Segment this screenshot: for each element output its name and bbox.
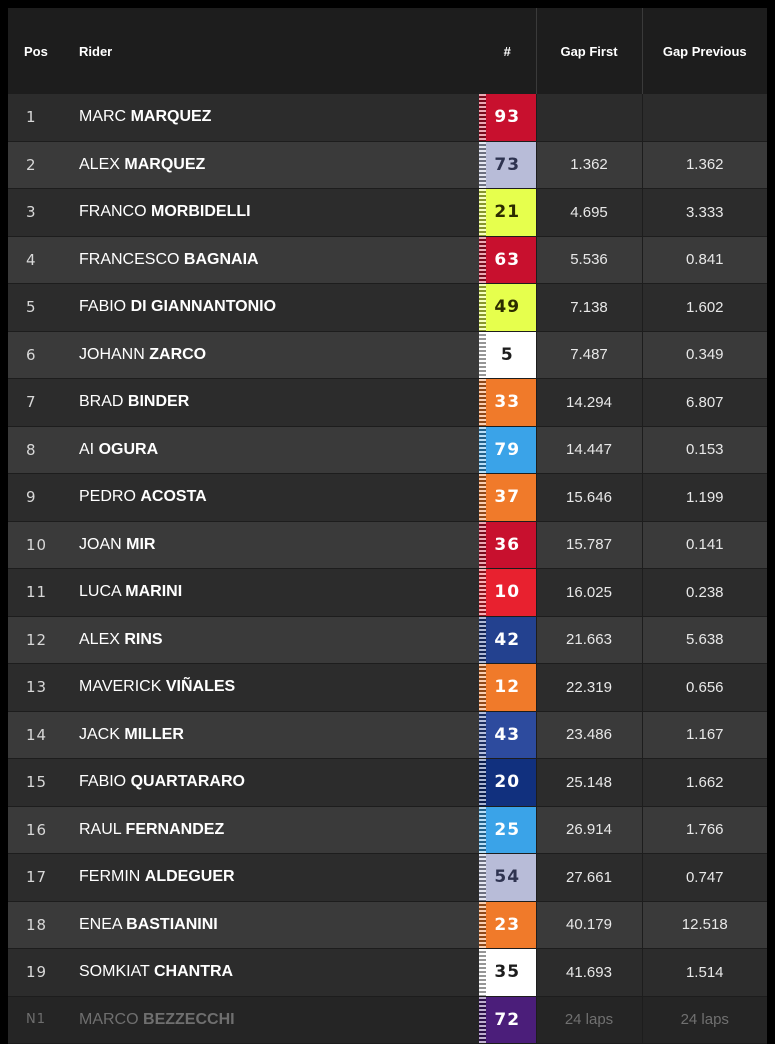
rider-number-value: 42 — [494, 629, 521, 650]
rider-last-name: VIÑALES — [165, 678, 236, 696]
table-row[interactable] — [8, 664, 767, 712]
table-row[interactable] — [8, 236, 767, 284]
row-gap-first: 15.646 — [536, 474, 642, 522]
rider-last-name: BEZZECCHI — [143, 1010, 235, 1028]
rider-number-value: 10 — [494, 582, 521, 603]
table-row[interactable] — [8, 189, 767, 237]
rider-number-badge — [479, 997, 536, 1044]
table-header — [8, 8, 767, 94]
checkered-stripe-icon — [479, 997, 486, 1044]
results-panel — [8, 8, 767, 1030]
rider-number-badge — [479, 807, 536, 854]
rider-number-value: 23 — [494, 914, 521, 935]
row-rider-number-cell — [479, 379, 536, 427]
rider-number-value: 54 — [494, 867, 521, 888]
row-gap-previous: 0.841 — [642, 236, 767, 284]
table-header-row — [8, 8, 767, 94]
rider-first-name: FRANCO — [79, 203, 147, 221]
table-row[interactable] — [8, 379, 767, 427]
rider-number-value: 93 — [494, 107, 521, 128]
row-rider-name — [65, 236, 479, 284]
row-gap-previous: 12.518 — [642, 901, 767, 949]
row-position: 8 — [8, 426, 65, 474]
rider-number-value: 25 — [494, 819, 521, 840]
column-header-pos[interactable]: Pos — [8, 8, 65, 94]
row-gap-previous: 0.141 — [642, 521, 767, 569]
row-gap-previous: 1.766 — [642, 806, 767, 854]
row-rider-number-cell — [479, 521, 536, 569]
rider-number-badge — [479, 902, 536, 949]
row-gap-first: 41.693 — [536, 949, 642, 997]
rider-first-name: FABIO — [79, 773, 127, 791]
row-rider-number-cell — [479, 996, 536, 1044]
rider-number-value: 79 — [494, 439, 521, 460]
row-gap-first: 27.661 — [536, 854, 642, 902]
row-rider-name — [65, 379, 479, 427]
row-rider-number-cell — [479, 474, 536, 522]
row-rider-number-cell — [479, 426, 536, 474]
rider-number-value: 73 — [494, 154, 521, 175]
row-rider-name — [65, 521, 479, 569]
row-rider-number-cell — [479, 616, 536, 664]
checkered-stripe-icon — [479, 142, 486, 189]
row-rider-number-cell — [479, 664, 536, 712]
rider-number-badge — [479, 189, 536, 236]
rider-first-name: MAVERICK — [79, 678, 162, 696]
row-gap-previous — [642, 94, 767, 141]
table-body — [8, 94, 767, 1044]
table-row[interactable] — [8, 854, 767, 902]
row-gap-previous: 1.199 — [642, 474, 767, 522]
row-rider-name — [65, 426, 479, 474]
row-gap-first: 14.294 — [536, 379, 642, 427]
race-results-table — [8, 8, 767, 1044]
checkered-stripe-icon — [479, 617, 486, 664]
row-rider-name — [65, 94, 479, 141]
row-rider-name — [65, 284, 479, 332]
row-gap-first: 26.914 — [536, 806, 642, 854]
row-position: 2 — [8, 141, 65, 189]
rider-first-name: JACK — [79, 725, 120, 743]
row-gap-first: 7.138 — [536, 284, 642, 332]
rider-last-name: RINS — [124, 630, 163, 648]
rider-first-name: RAUL — [79, 820, 122, 838]
checkered-stripe-icon — [479, 759, 486, 806]
rider-first-name: SOMKIAT — [79, 963, 150, 981]
checkered-stripe-icon — [479, 902, 486, 949]
rider-number-badge — [479, 569, 536, 616]
column-header-number[interactable]: # — [479, 8, 536, 94]
rider-first-name: LUCA — [79, 583, 121, 601]
row-position: 6 — [8, 331, 65, 379]
checkered-stripe-icon — [479, 854, 486, 901]
rider-number-badge — [479, 427, 536, 474]
row-position: 16 — [8, 806, 65, 854]
checkered-stripe-icon — [479, 807, 486, 854]
row-gap-first: 24 laps — [536, 996, 642, 1044]
rider-first-name: BRAD — [79, 393, 124, 411]
table-row[interactable] — [8, 521, 767, 569]
rider-first-name: ALEX — [79, 630, 120, 648]
rider-first-name: MARC — [79, 108, 127, 126]
row-rider-number-cell — [479, 759, 536, 807]
row-rider-number-cell — [479, 236, 536, 284]
checkered-stripe-icon — [479, 664, 486, 711]
row-position: 12 — [8, 616, 65, 664]
table-row[interactable] — [8, 284, 767, 332]
rider-first-name: ENEA — [79, 915, 122, 933]
rider-last-name: MARQUEZ — [124, 155, 206, 173]
row-rider-number-cell — [479, 189, 536, 237]
row-rider-name — [65, 806, 479, 854]
rider-number-badge — [479, 332, 536, 379]
checkered-stripe-icon — [479, 284, 486, 331]
row-gap-first: 4.695 — [536, 189, 642, 237]
row-gap-previous: 1.602 — [642, 284, 767, 332]
table-row[interactable] — [8, 94, 767, 141]
row-gap-first: 1.362 — [536, 141, 642, 189]
row-gap-first: 25.148 — [536, 759, 642, 807]
rider-number-badge — [479, 949, 536, 996]
row-position: 3 — [8, 189, 65, 237]
row-gap-previous: 0.238 — [642, 569, 767, 617]
row-position: 7 — [8, 379, 65, 427]
rider-number-badge — [479, 522, 536, 569]
row-position: 13 — [8, 664, 65, 712]
row-gap-first: 14.447 — [536, 426, 642, 474]
rider-last-name: FERNANDEZ — [125, 820, 225, 838]
row-rider-number-cell — [479, 331, 536, 379]
rider-last-name: MARQUEZ — [130, 108, 212, 126]
checkered-stripe-icon — [479, 474, 486, 521]
rider-number-value: 63 — [494, 249, 521, 270]
rider-number-badge — [479, 712, 536, 759]
row-rider-name — [65, 616, 479, 664]
row-gap-previous: 3.333 — [642, 189, 767, 237]
rider-last-name: ACOSTA — [140, 488, 207, 506]
table-row[interactable] — [8, 949, 767, 997]
checkered-stripe-icon — [479, 427, 486, 474]
row-rider-name — [65, 711, 479, 759]
rider-last-name: ALDEGUER — [144, 868, 235, 886]
table-row[interactable] — [8, 996, 767, 1044]
row-gap-first: 5.536 — [536, 236, 642, 284]
checkered-stripe-icon — [479, 237, 486, 284]
row-gap-first: 7.487 — [536, 331, 642, 379]
rider-number-value: 35 — [494, 962, 521, 983]
checkered-stripe-icon — [479, 332, 486, 379]
rider-number-badge — [479, 142, 536, 189]
rider-first-name: AI — [79, 440, 95, 458]
row-rider-number-cell — [479, 949, 536, 997]
row-position: 4 — [8, 236, 65, 284]
table-row[interactable] — [8, 616, 767, 664]
row-rider-name — [65, 949, 479, 997]
row-position: 1 — [8, 94, 65, 141]
rider-number-value: 5 — [500, 344, 514, 365]
checkered-stripe-icon — [479, 189, 486, 236]
rider-number-value: 43 — [494, 724, 521, 745]
rider-last-name: MARINI — [125, 583, 183, 601]
table-row[interactable] — [8, 141, 767, 189]
rider-last-name: OGURA — [98, 440, 159, 458]
row-rider-name — [65, 141, 479, 189]
rider-number-badge — [479, 284, 536, 331]
column-header-gap-previous[interactable]: Gap Previous — [642, 8, 767, 94]
row-gap-previous: 1.362 — [642, 141, 767, 189]
table-row[interactable] — [8, 426, 767, 474]
row-gap-previous: 1.662 — [642, 759, 767, 807]
checkered-stripe-icon — [479, 569, 486, 616]
checkered-stripe-icon — [479, 522, 486, 569]
row-gap-previous: 24 laps — [642, 996, 767, 1044]
table-row[interactable] — [8, 759, 767, 807]
rider-last-name: ZARCO — [149, 345, 207, 363]
rider-number-value: 21 — [494, 202, 521, 223]
row-position: 9 — [8, 474, 65, 522]
row-gap-previous: 6.807 — [642, 379, 767, 427]
row-gap-previous: 0.153 — [642, 426, 767, 474]
row-rider-name — [65, 854, 479, 902]
rider-first-name: ALEX — [79, 155, 120, 173]
rider-number-badge — [479, 379, 536, 426]
row-rider-name — [65, 569, 479, 617]
rider-first-name: FABIO — [79, 298, 127, 316]
rider-number-badge — [479, 237, 536, 284]
row-position: 15 — [8, 759, 65, 807]
rider-number-badge — [479, 94, 536, 141]
rider-number-value: 37 — [494, 487, 521, 508]
row-position: 11 — [8, 569, 65, 617]
rider-number-badge — [479, 854, 536, 901]
rider-last-name: QUARTARARO — [130, 773, 245, 791]
rider-number-value: 20 — [494, 772, 521, 793]
row-position: 10 — [8, 521, 65, 569]
rider-first-name: FRANCESCO — [79, 250, 180, 268]
rider-number-value: 33 — [494, 392, 521, 413]
rider-number-value: 49 — [494, 297, 521, 318]
checkered-stripe-icon — [479, 712, 486, 759]
row-gap-first: 16.025 — [536, 569, 642, 617]
row-gap-previous: 0.349 — [642, 331, 767, 379]
row-position: N1 — [8, 996, 65, 1044]
column-header-rider[interactable]: Rider — [65, 8, 479, 94]
row-rider-number-cell — [479, 94, 536, 141]
row-position: 18 — [8, 901, 65, 949]
row-rider-number-cell — [479, 141, 536, 189]
rider-last-name: BAGNAIA — [183, 250, 259, 268]
rider-number-badge — [479, 759, 536, 806]
rider-first-name: MARCO — [79, 1010, 139, 1028]
rider-last-name: MORBIDELLI — [151, 203, 251, 221]
row-gap-previous: 0.747 — [642, 854, 767, 902]
row-gap-previous: 5.638 — [642, 616, 767, 664]
table-row[interactable] — [8, 901, 767, 949]
row-gap-first: 40.179 — [536, 901, 642, 949]
rider-number-value: 72 — [494, 1009, 521, 1030]
row-rider-number-cell — [479, 806, 536, 854]
rider-number-value: 36 — [494, 534, 521, 555]
table-row[interactable] — [8, 806, 767, 854]
row-gap-first: 22.319 — [536, 664, 642, 712]
table-row[interactable] — [8, 331, 767, 379]
row-rider-name — [65, 996, 479, 1044]
row-gap-first: 23.486 — [536, 711, 642, 759]
row-rider-number-cell — [479, 901, 536, 949]
table-row[interactable] — [8, 711, 767, 759]
rider-last-name: DI GIANNANTONIO — [130, 298, 277, 316]
row-rider-number-cell — [479, 284, 536, 332]
rider-first-name: JOAN — [79, 535, 122, 553]
rider-last-name: CHANTRA — [153, 963, 234, 981]
row-gap-first: 15.787 — [536, 521, 642, 569]
row-position: 17 — [8, 854, 65, 902]
rider-first-name: PEDRO — [79, 488, 136, 506]
row-gap-first — [536, 94, 642, 141]
rider-last-name: BINDER — [127, 393, 190, 411]
column-header-gap-first[interactable]: Gap First — [536, 8, 642, 94]
row-gap-previous: 1.514 — [642, 949, 767, 997]
rider-number-badge — [479, 664, 536, 711]
row-gap-first: 21.663 — [536, 616, 642, 664]
checkered-stripe-icon — [479, 949, 486, 996]
rider-number-value: 12 — [494, 677, 521, 698]
rider-number-badge — [479, 617, 536, 664]
row-rider-number-cell — [479, 854, 536, 902]
row-rider-number-cell — [479, 569, 536, 617]
rider-last-name: BASTIANINI — [126, 915, 218, 933]
row-rider-name — [65, 901, 479, 949]
row-rider-name — [65, 759, 479, 807]
row-rider-number-cell — [479, 711, 536, 759]
table-row[interactable] — [8, 569, 767, 617]
row-rider-name — [65, 664, 479, 712]
row-position: 19 — [8, 949, 65, 997]
row-rider-name — [65, 189, 479, 237]
checkered-stripe-icon — [479, 94, 486, 141]
rider-first-name: FERMIN — [79, 868, 141, 886]
row-rider-name — [65, 331, 479, 379]
rider-last-name: MIR — [126, 535, 156, 553]
rider-number-badge — [479, 474, 536, 521]
table-row[interactable] — [8, 474, 767, 522]
row-gap-previous: 0.656 — [642, 664, 767, 712]
row-position: 5 — [8, 284, 65, 332]
rider-last-name: MILLER — [124, 725, 184, 743]
checkered-stripe-icon — [479, 379, 486, 426]
row-gap-previous: 1.167 — [642, 711, 767, 759]
row-position: 14 — [8, 711, 65, 759]
row-rider-name — [65, 474, 479, 522]
rider-first-name: JOHANN — [79, 345, 145, 363]
